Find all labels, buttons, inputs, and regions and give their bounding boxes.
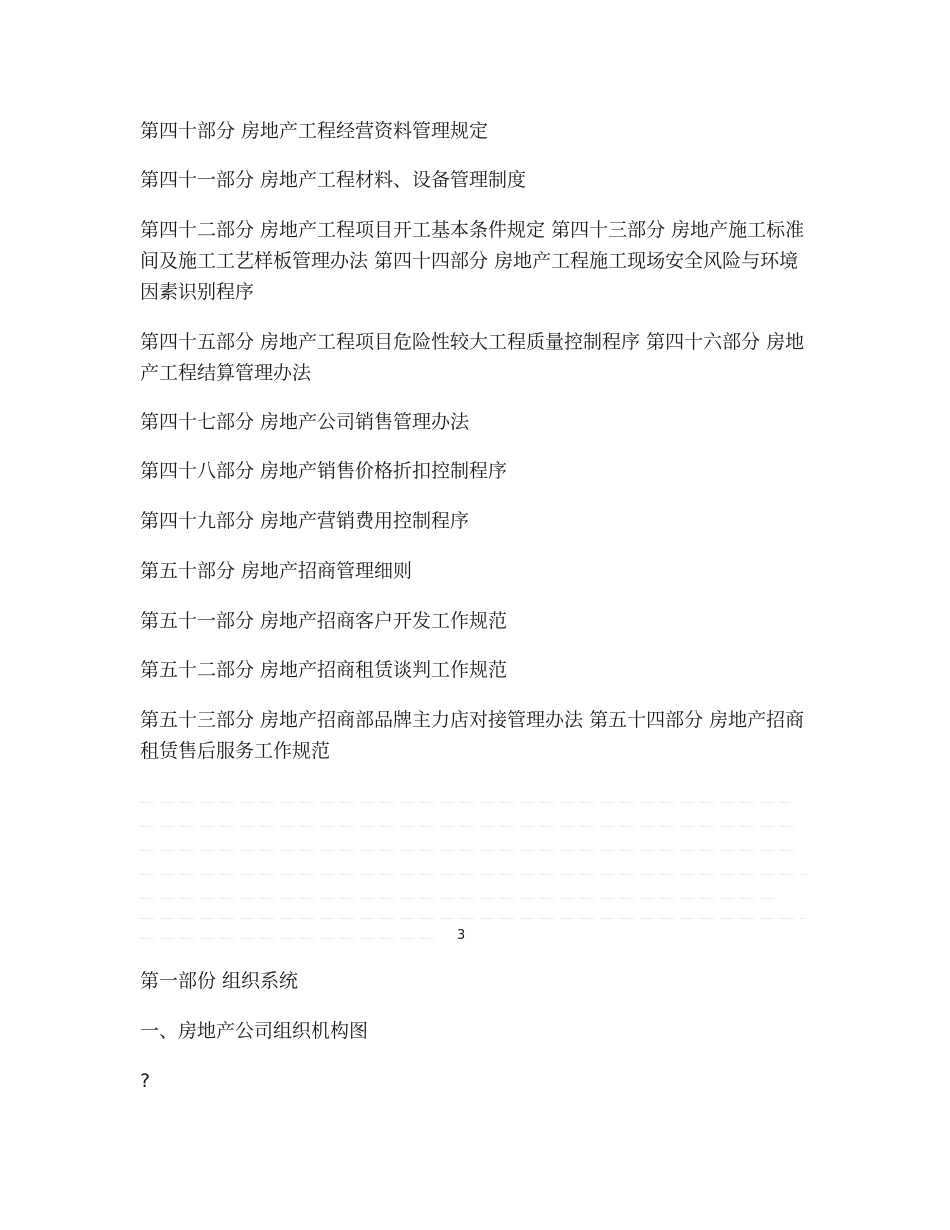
toc-entry-40: 第四十部分 房地产工程经营资料管理规定 <box>140 120 489 142</box>
section-subheading: 一、房地产公司组织机构图 <box>140 1020 369 1042</box>
faded-line <box>140 826 800 827</box>
toc-entry-42-44: 第四十二部分 房地产工程项目开工基本条件规定 第四十三部分 房地产施工标准间及施工工艺样板管理办法 第四十四部分 房地产工程施工现场安全风险与环境因素识别程序 <box>140 219 805 303</box>
toc-entry-52: 第五十二部分 房地产招商租赁谈判工作规范 <box>140 659 508 681</box>
toc-entry-53-54: 第五十三部分 房地产招商部品牌主力店对接管理办法 第五十四部分 房地产招商租赁售后服务工作规范 <box>140 709 805 762</box>
toc-entry-41: 第四十一部分 房地产工程材料、设备管理制度 <box>140 169 527 191</box>
toc-entry-51: 第五十一部分 房地产招商客户开发工作规范 <box>140 610 508 632</box>
faded-line <box>140 938 440 939</box>
toc-entry-47: 第四十七部分 房地产公司销售管理办法 <box>140 411 470 433</box>
toc-entry-45-46: 第四十五部分 房地产工程项目危险性较大工程质量控制程序 第四十六部分 房地产工程结算管理办法 <box>140 331 805 384</box>
toc-entry-49: 第四十九部分 房地产营销费用控制程序 <box>140 510 470 532</box>
faded-line <box>140 874 808 875</box>
image-placeholder: ? <box>140 1070 151 1092</box>
faded-line <box>140 850 795 851</box>
faded-text-lines <box>140 796 812 946</box>
toc-entry-50: 第五十部分 房地产招商管理细则 <box>140 560 413 582</box>
toc-entry-48: 第四十八部分 房地产销售价格折扣控制程序 <box>140 460 508 482</box>
faded-line <box>140 898 780 899</box>
page-number: 3 <box>457 928 466 943</box>
faded-line <box>140 802 790 803</box>
faded-line <box>140 918 805 919</box>
section-heading: 第一部份 组织系统 <box>140 970 299 992</box>
